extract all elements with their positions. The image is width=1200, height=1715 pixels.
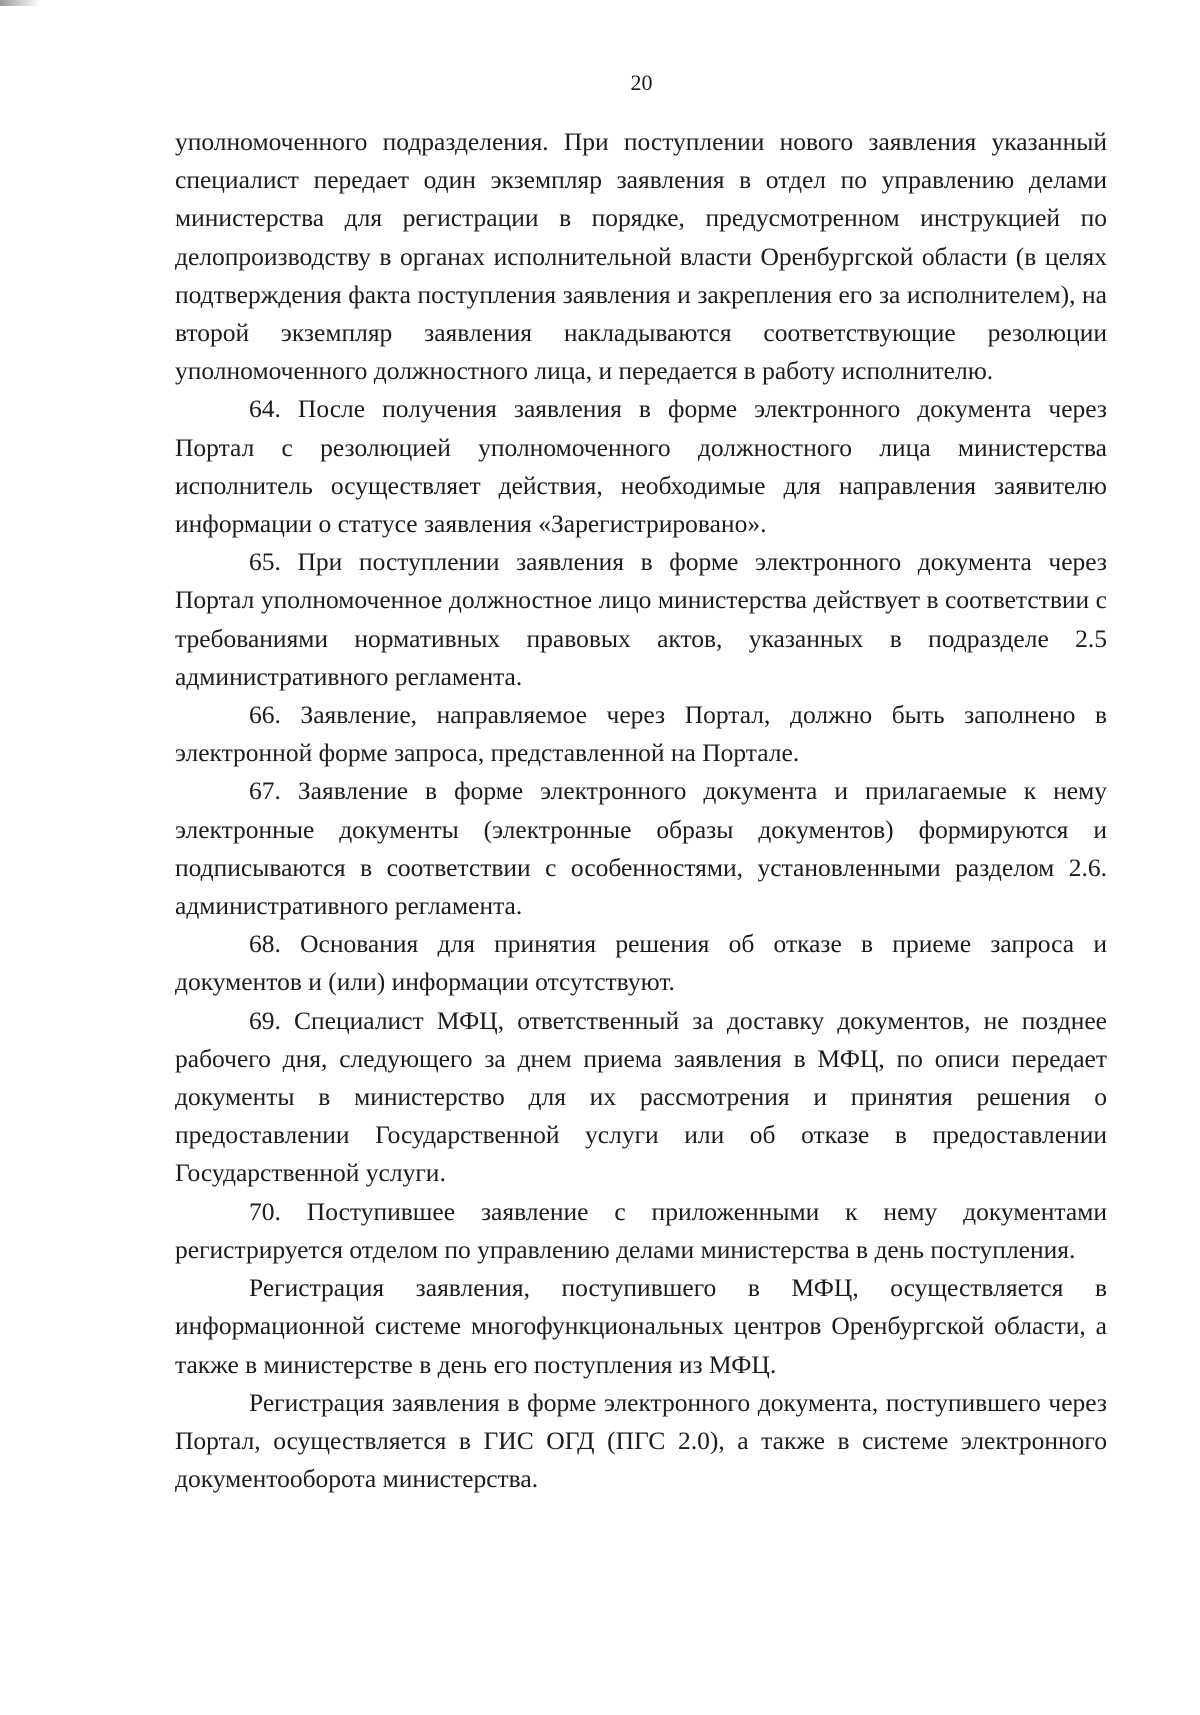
paragraph-registration-mfc: Регистрация заявления, поступившего в МФЦ, осуществляется в информационной системе многофункциональных центров Оренбургской области, а также в министерстве в день его поступления из МФЦ. [175,1273,1107,1379]
page-number: 20 [630,70,653,95]
paragraph-65: 65. При поступлении заявления в форме электронного документа через Портал уполномоченное должностное лицо министерства действует в соответствии с требованиями нормативных правовых актов, указанных в подразделе 2.5 административного регламента. [175,547,1107,691]
paragraph-continuation: уполномоченного подразделения. При поступлении нового заявления указанный специалист передает один экземпляр заявления в отдел по управлению делами министерства для регистрации в порядке, предусмотренном инструкцией по делопроизводству в органах исполнительной власти Оренбургской области (в целях подтверждения факта поступления заявления и закрепления его за исполнителем), на второй экземпляр заявления накладываются соответствующие резолюции уполномоченного должностного лица, и передается в работу исполнителю. [175,127,1107,386]
paragraph-70: 70. Поступившее заявление с приложенными к нему документами регистрируется отделом по управлению делами министерства в день поступления. [175,1196,1107,1264]
paragraph-68: 68. Основания для принятия решения об отказе в приеме запроса и документов и (или) информации отсутствуют. [175,929,1107,997]
document-body [175,123,1107,1498]
paragraph-67: 67. Заявление в форме электронного документа и прилагаемые к нему электронные документы (электронные образы документов) формируются и подписываются в соответствии с особенностями, установленными разделом 2.6. административного регламента. [175,776,1107,921]
paragraph-69: 69. Специалист МФЦ, ответственный за доставку документов, не позднее рабочего дня, следующего за днем приема заявления в МФЦ, по описи передает документы в министерство для их рассмотрения и принятия решения о предоставлении Государственной услуги или об отказе в предоставлении Государственной услуги. [175,1005,1107,1188]
paragraph-registration-portal: Регистрация заявления в форме электронного документа, поступившего через Портал, осуществляется в ГИС ОГД (ПГС 2.0), а также в системе электронного документооборота министерства. [175,1387,1107,1494]
paragraph-64: 64. После получения заявления в форме электронного документа через Портал с резолюцией уполномоченного должностного лица министерства исполнитель осуществляет действия, необходимые для направления заявителю информации о статусе заявления «Зарегистрировано». [175,394,1107,539]
paragraph-66: 66. Заявление, направляемое через Портал, должно быть заполнено в электронной форме запроса, представленной на Портале. [175,700,1107,768]
scan-artifact [0,0,40,6]
